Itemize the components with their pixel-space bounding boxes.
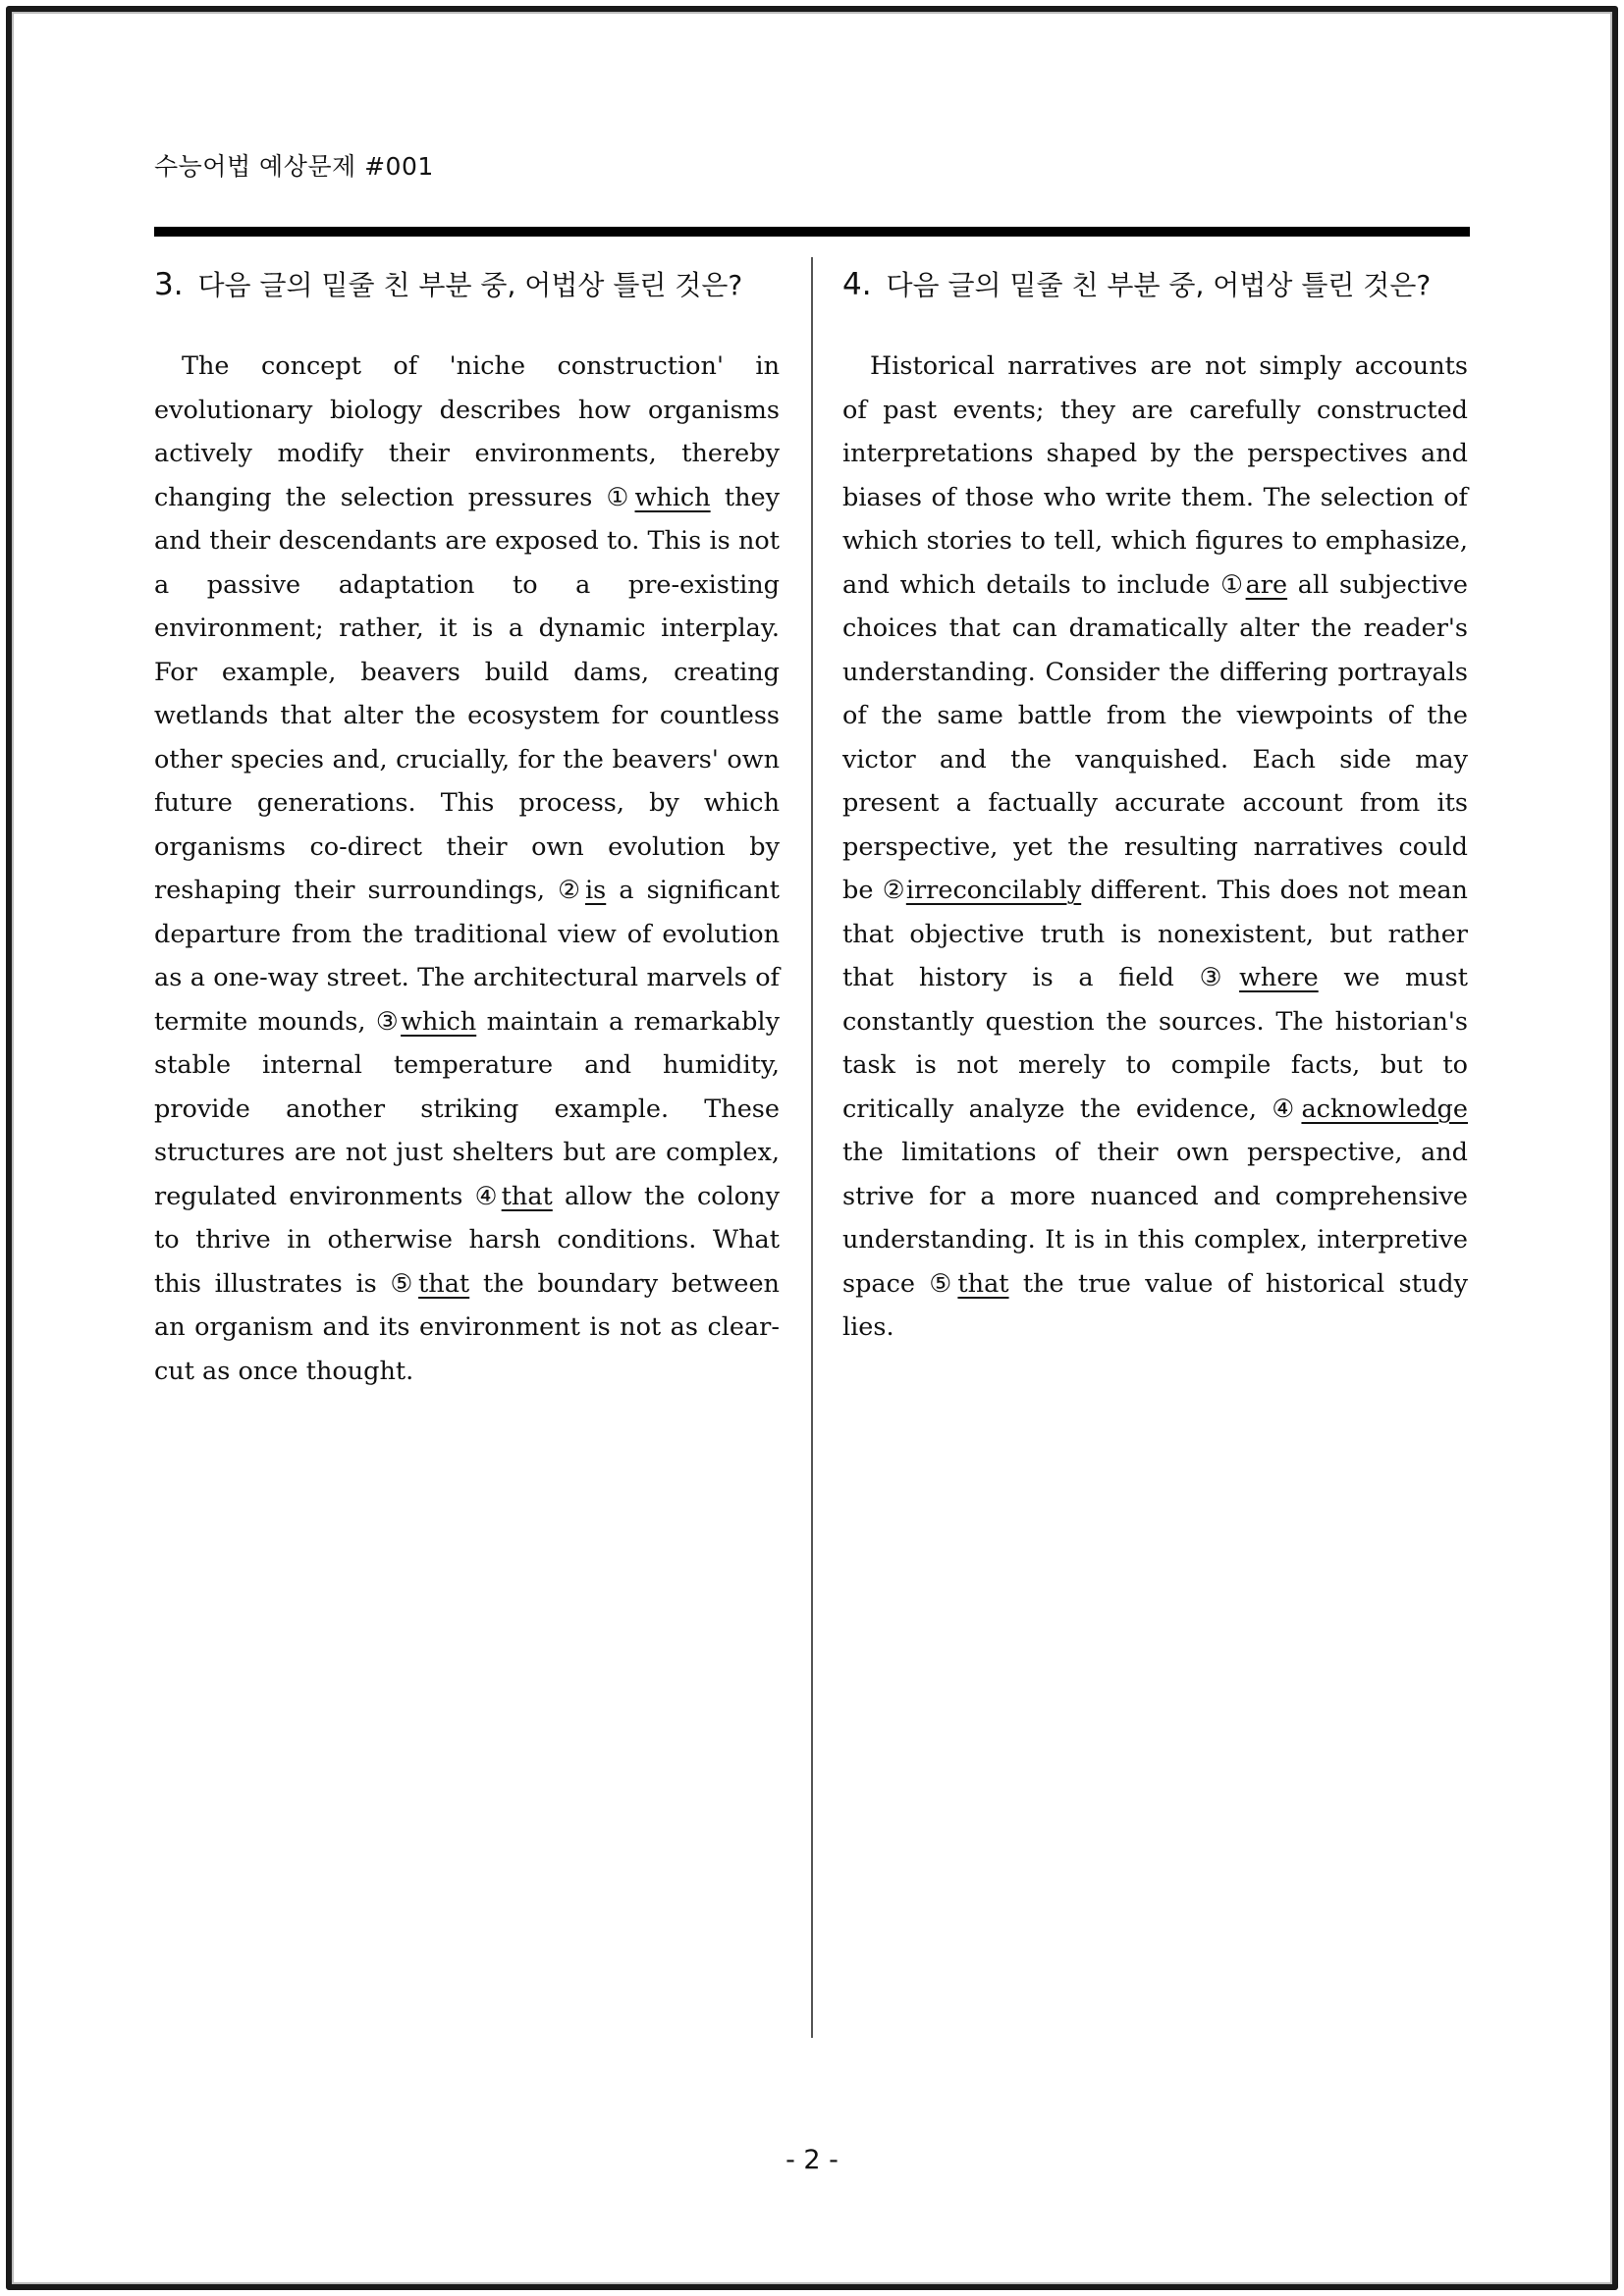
underlined-choice-1: which: [634, 482, 711, 512]
choice-marker-5: ⑤: [929, 1268, 958, 1299]
question-3-passage: [154, 345, 780, 1393]
passage-text: maintain a remarkably stable internal temperature and humidity, provide another striking example. These structures are not just shelters but are complex, regulated environments: [154, 1006, 780, 1211]
underlined-choice-5: that: [418, 1268, 470, 1299]
passage-text: we must constantly question the sources. The historian's task is not merely to compile facts, but to critically analyze the evidence,: [842, 963, 1468, 1124]
column-divider: [811, 257, 813, 2038]
passage-text: the limitations of their own perspective, and strive for a more nuanced and comprehensive understanding. It is in this complex, interpretive space: [842, 1138, 1468, 1299]
choice-marker-2: ②: [558, 876, 585, 905]
passage-text: The concept of 'niche construction' in evolutionary biology describes how organisms actively modify their environments, thereby changing the selection pressures: [154, 351, 780, 512]
header-divider: [154, 227, 1470, 237]
choice-marker-4: ④: [474, 1181, 502, 1211]
question-4-passage: [842, 345, 1468, 1350]
passage-text: they and their descendants are exposed to. This is not a passive adaptation to a pre-existing environment; rather, it is a dynamic interplay. For example, beavers build dams, creating wetlands that alter the ecosystem for countless other species and, crucially, for the beavers' own future generations. This process, by which organisms co-direct their own evolution by reshaping their surroundings,: [154, 482, 780, 905]
underlined-choice-3: where: [1239, 963, 1319, 992]
underlined-choice-4: that: [501, 1181, 553, 1211]
choice-marker-3: ③: [375, 1006, 402, 1037]
choice-marker-2: ②: [882, 876, 906, 905]
underlined-choice-5: that: [957, 1268, 1009, 1299]
question-4-prompt: 다음 글의 밑줄 친 부분 중, 어법상 틀린 것은?: [886, 269, 1432, 301]
question-3-number: 3.: [154, 267, 184, 302]
choice-marker-5: ⑤: [390, 1268, 419, 1299]
passage-text: all subjective choices that can dramatically alter the reader's understanding. Consider the differing portrayals of the same battle from the viewpoints of the victor and the vanquished. Each side may present a factually accurate account from its perspective, yet the resulting narratives could be: [842, 569, 1468, 905]
underlined-choice-2: is: [585, 876, 607, 905]
question-3-prompt: 다음 글의 밑줄 친 부분 중, 어법상 틀린 것은?: [197, 269, 743, 301]
passage-text: allow the colony to thrive in otherwise harsh conditions. What this illustrates is: [154, 1181, 780, 1299]
choice-marker-3: ③: [1199, 963, 1240, 992]
underlined-choice-3: which: [401, 1006, 477, 1037]
question-4-title: [842, 265, 1468, 305]
choice-marker-4: ④: [1272, 1094, 1302, 1124]
page-header-title: 수능어법 예상문제 #001: [154, 152, 434, 181]
passage-text: a significant departure from the traditional view of evolution as a one-way street. The architectural marvels of termite mounds,: [154, 876, 780, 1037]
choice-marker-1: ①: [606, 482, 635, 512]
passage-text: the boundary between an organism and its environment is not as clear-cut as once thought.: [154, 1268, 780, 1386]
question-3-title: [154, 265, 780, 305]
question-3: [154, 265, 780, 1393]
underlined-choice-2: irreconcilably: [905, 876, 1082, 905]
underlined-choice-4: acknowledge: [1301, 1094, 1468, 1124]
passage-text: the true value of historical study lies.: [842, 1268, 1468, 1342]
underlined-choice-1: are: [1245, 569, 1288, 600]
question-4-number: 4.: [842, 267, 872, 302]
page-number: - 2 -: [785, 2145, 839, 2175]
passage-text: different. This does not mean that objective truth is nonexistent, but rather that history is a field: [842, 876, 1468, 992]
choice-marker-1: ①: [1220, 569, 1246, 600]
question-4: [842, 265, 1468, 1350]
passage-text: Historical narratives are not simply accounts of past events; they are carefully constructed interpretations shaped by the perspectives and biases of those who write them. The selection of which stories to tell, which figures to emphasize, and which details to include: [842, 351, 1468, 600]
